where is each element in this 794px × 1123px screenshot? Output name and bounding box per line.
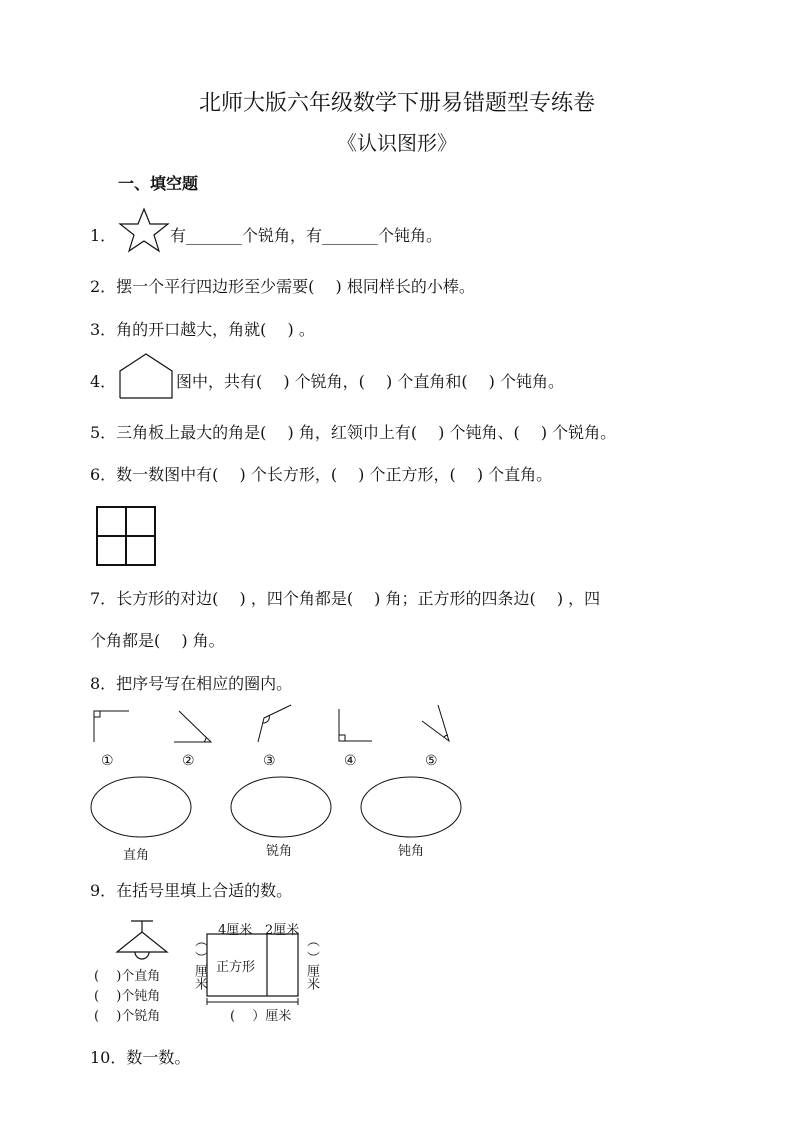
angle-2 bbox=[173, 710, 215, 744]
oval-acute-angle bbox=[230, 776, 332, 838]
question-10: 10．数一数。 bbox=[90, 1048, 191, 1067]
angle-3 bbox=[255, 704, 295, 744]
question-9: 9．在括号里填上合适的数。 bbox=[90, 881, 293, 900]
angle-label-3: ③ bbox=[263, 753, 276, 769]
top-right-length: 2厘米 bbox=[265, 923, 300, 938]
question-4-text: 图中，共有( ) 个锐角，( ) 个直角和( ) 个钝角。 bbox=[176, 372, 564, 391]
square-label: 正方形 bbox=[216, 960, 256, 975]
angle-4 bbox=[337, 708, 375, 744]
left-side-length: （ ）厘米 bbox=[192, 934, 207, 991]
question-1-number: 1． bbox=[90, 226, 117, 245]
oval-label-obtuse: 钝角 bbox=[398, 844, 425, 859]
angle-5 bbox=[420, 704, 454, 744]
angle-label-2: ② bbox=[182, 753, 195, 769]
oval-label-right: 直角 bbox=[123, 848, 150, 863]
question-8: 8．把序号写在相应的圈内。 bbox=[90, 674, 293, 693]
top-left-length: 4厘米 bbox=[218, 923, 253, 938]
question-2: 2．摆一个平行四边形至少需要( ) 根同样长的小棒。 bbox=[90, 277, 475, 296]
question-3: 3．角的开口越大，角就( ) 。 bbox=[90, 320, 315, 339]
house-figure bbox=[119, 353, 173, 399]
question-5: 5．三角板上最大的角是( ) 角，红领巾上有( ) 个钝角、( ) 个锐角。 bbox=[90, 423, 617, 442]
bottom-length: ( ）厘米 bbox=[230, 1009, 292, 1024]
page-subtitle: 《认识图形》 bbox=[337, 131, 457, 155]
question-6: 6．数一数图中有( ) 个长方形，( ) 个正方形，( ) 个直角。 bbox=[90, 465, 553, 484]
grid-square-figure bbox=[96, 506, 156, 566]
question-7-line1: 7．长方形的对边( ) ，四个角都是( ) 角；正方形的四条边( ) ，四 bbox=[90, 589, 601, 608]
oval-obtuse-angle bbox=[360, 776, 462, 838]
oval-right-angle bbox=[90, 776, 192, 838]
lamp-figure bbox=[115, 918, 169, 966]
question-4-number: 4． bbox=[90, 372, 117, 391]
angle-label-1: ① bbox=[101, 753, 114, 769]
question-7-line2: 个角都是( ) 角。 bbox=[90, 631, 225, 650]
lamp-right-angle-count: ( )个直角 bbox=[94, 969, 161, 984]
lamp-acute-angle-count: ( )个锐角 bbox=[94, 1009, 161, 1024]
question-1-text: 有_______个锐角，有_______个钝角。 bbox=[170, 226, 443, 245]
star-figure bbox=[118, 208, 170, 252]
lamp-obtuse-angle-count: ( )个钝角 bbox=[94, 989, 161, 1004]
angle-label-5: ⑤ bbox=[425, 753, 438, 769]
section-heading: 一、填空题 bbox=[118, 174, 199, 193]
angle-1 bbox=[93, 710, 133, 744]
angle-label-4: ④ bbox=[344, 753, 357, 769]
right-side-length: （ ）厘米 bbox=[304, 934, 319, 991]
oval-label-acute: 锐角 bbox=[266, 844, 293, 859]
page-title: 北师大版六年级数学下册易错题型专练卷 bbox=[198, 91, 595, 116]
